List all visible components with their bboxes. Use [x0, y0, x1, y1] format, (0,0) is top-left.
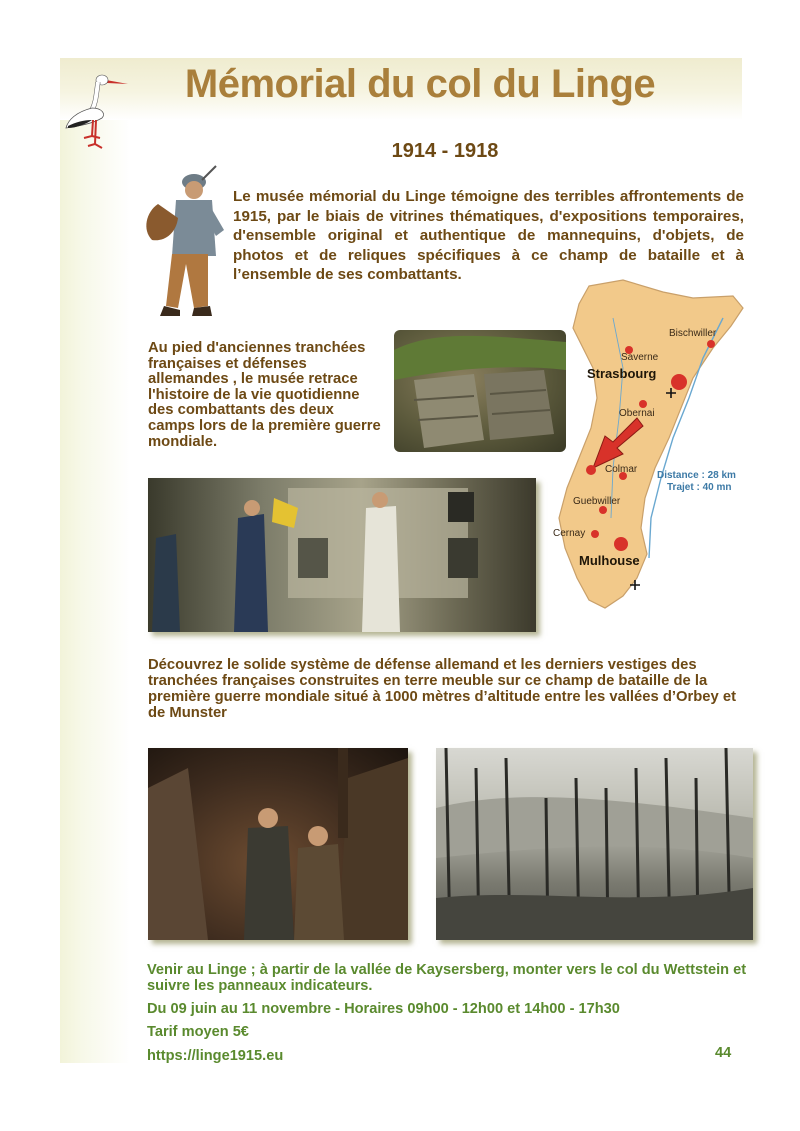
trench-photo: [394, 330, 566, 452]
stork-icon: [62, 62, 132, 162]
map-city-saverne: Saverne: [621, 352, 659, 363]
battlefield-forest-photo: [436, 748, 753, 940]
museum-interior-photo: [148, 478, 536, 632]
trench-paragraph: Au pied d'anciennes tranchées françaises et défenses allemandes , le musée retrace l'histoire de la vie quotidienne des combattants des deux camps lors de la première guerre mondiale.: [148, 340, 381, 450]
alsace-map: [553, 278, 745, 616]
page-title: Mémorial du col du Linge: [184, 62, 656, 106]
intro-paragraph: Le musée mémorial du Linge témoigne des terribles affrontements de 1915, par le biais de vitrines thématiques, d'expositions temporaires, d'ensemble original et authentique de mannequins, d'objets, de photos et de reliques spécifiques à ce champ de bataille et à l’ensemble de ses combattants.: [233, 188, 744, 283]
map-city-colmar: Colmar: [605, 464, 638, 475]
price-info: Tarif moyen 5€: [147, 1024, 249, 1040]
map-city-mulhouse: Mulhouse: [579, 553, 640, 568]
map-duration: Trajet : 40 mn: [667, 482, 732, 493]
opening-hours: Du 09 juin au 11 novembre - Horaires 09h00 - 12h00 et 14h00 - 17h30: [147, 1001, 620, 1017]
map-distance: Distance : 28 km: [657, 470, 736, 481]
soldier-illustration: [136, 160, 228, 318]
access-directions: Venir au Linge ; à partir de la vallée de Kaysersberg, monter vers le col du Wettstein et suivre les panneaux indicateurs.: [147, 962, 747, 994]
map-city-obernai: Obernai: [619, 408, 655, 419]
trench-reconstruction-photo: [148, 748, 408, 940]
map-city-bischwiller: Bischwiller: [669, 328, 717, 339]
discover-paragraph: Découvrez le solide système de défense allemand et les derniers vestiges des tranchées françaises construites en terre meuble sur ce champ de bataille de la première guerre mondiale situé à 1000 mètres d’altitude entre les vallées d’Orbey et de Munster: [148, 657, 737, 721]
years-heading: 1914 - 1918: [391, 140, 499, 162]
map-city-guebwiller: Guebwiller: [573, 496, 621, 507]
map-city-cernay: Cernay: [553, 528, 586, 539]
website-link[interactable]: https://linge1915.eu: [147, 1048, 284, 1064]
page-number: 44: [715, 1045, 732, 1061]
map-city-strasbourg: Strasbourg: [587, 366, 657, 381]
